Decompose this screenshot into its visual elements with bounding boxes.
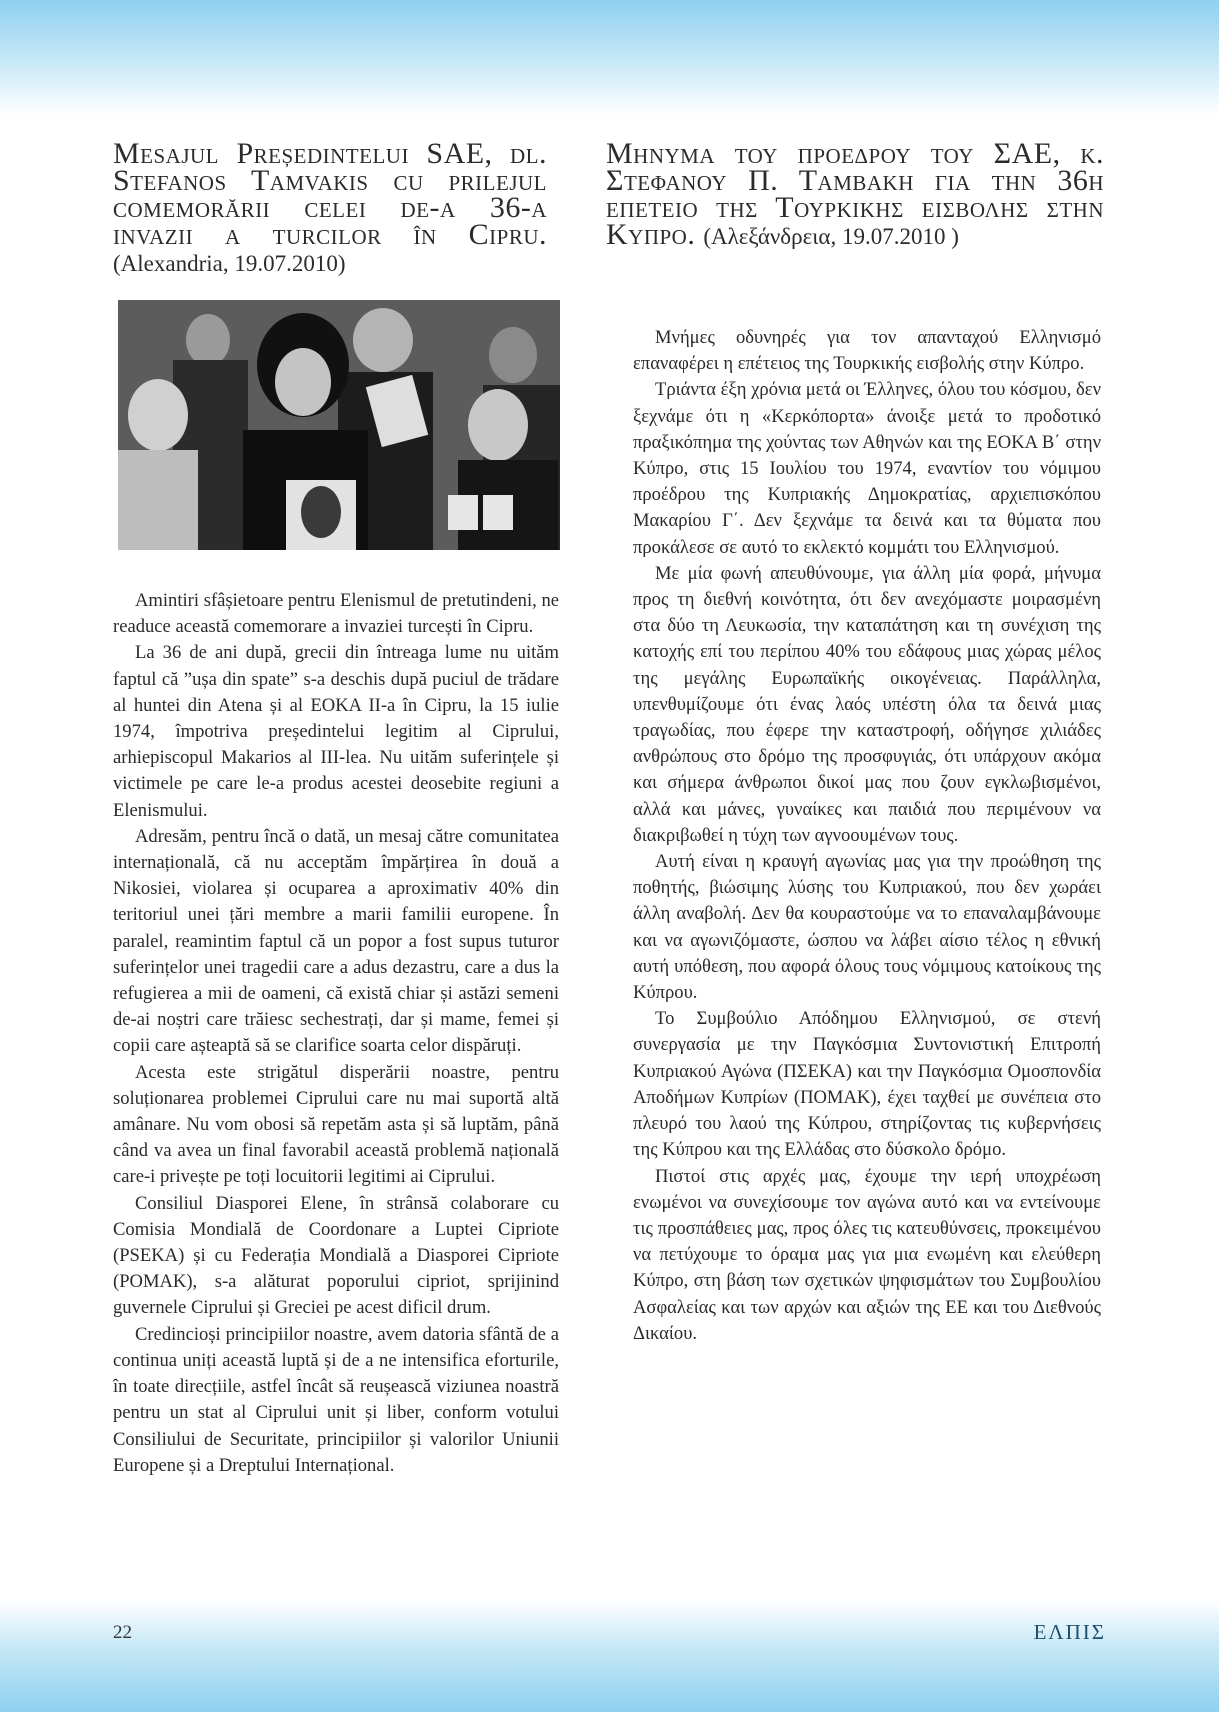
- romanian-title: [113, 137, 547, 277]
- journal-name: ΕΛΠΙΣ: [1033, 1620, 1106, 1644]
- greek-paragraph: Πιστοί στις αρχές μας, έχουμε την ιερή υποχρέωση ενωμένοι να συνεχίσουμε τον αγώνα αυτό και να εντείνουμε τις προσπάθειες μας, προς όλες τις κατευθύνσεις, προκειμένου να πετύχουμε το όραμα μας για μια ενωμένη και ελεύθερη Κύπρο, στη βάση των σχετικών ψηφισμάτων του Συμβουλίου Ασφαλείας και των αρχών και αξιών της ΕΕ και του Διεθνούς Δικαίου.: [633, 1165, 1101, 1344]
- bottom-color-band: [0, 1600, 1219, 1712]
- greek-paragraph: Το Συμβούλιο Απόδημου Ελληνισμού, σε στενή συνεργασία με την Παγκόσμια Συντονιστική Επιτροπή Κυπριακού Αγώνα (ΠΣΕΚΑ) και την Παγκόσμια Ομοσπονδία Αποδήμων Κυπρίων (ΠΟΜΑΚ), έχει ταχθεί με συνέπεια στο πλευρό του λαού της Κύπρου, στηρίζοντας τις κυβερνήσεις της Κύπρου και της Ελλάδας στο δύσκολο δρόμο.: [633, 1008, 1101, 1161]
- romanian-paragraph: Adresăm, pentru încă o dată, un mesaj către comunitatea internațională, că nu acceptăm împărțirea în două a Nikosiei, violarea și ocuparea a aproximativ 40% din teritoriul unei țări membre a marii familii europene. În paralel, reamintim faptul că un popor a fost supus tuturor suferințelor unei tragedii care a adus dezastru, care a dus la refugierea a mii de oameni, că există chiar și astăzi semeni de-ai noștri care trăiesc sechestrați, dar și mame, femei și copii care așteaptă să se clarifice soarta celor dispăruți.: [113, 825, 559, 1057]
- greek-article-body: [633, 325, 1101, 1347]
- romanian-paragraph: Acesta este strigătul disperării noastre, pentru soluționarea problemei Ciprului care nu mai suportă altă amânare. Nu vom obosi să repetăm asta și să luptăm, până când va avea un final favorabil această problemă națională care-i privește pe toți locuitorii legitimi ai Ciprului.: [113, 1061, 559, 1188]
- romanian-title-date: (Alexandria, 19.07.2010): [113, 251, 346, 276]
- romanian-paragraph: Consiliul Diasporei Elene, în strânsă colaborare cu Comisia Mondială de Coordonare a Luptei Cipriote (PSEKA) și cu Federația Mondială a Diasporei Cipriote (POMAK), s-a alăturat poporului cipriot, sprijinind guvernele Ciprului și Greciei pe acest dificil drum.: [113, 1192, 559, 1319]
- greek-title-date: (Αλεξάνδρεια, 19.07.2010 ): [703, 224, 959, 249]
- romanian-paragraph: Credincioși principiilor noastre, avem datoria sfântă de a continua uniți această luptă și de a ne intensifica eforturile, în toate direcțiile, astfel încât să reușească viziunea noastră pentru un stat al Ciprului unit și liber, conform votului Consiliului de Securitate, principiilor și valorilor Uniunii Europene și a Dreptului Internațional.: [113, 1323, 559, 1476]
- romanian-paragraph: Amintiri sfâșietoare pentru Elenismul de pretutindeni, ne readuce această comemorare a invaziei turcești în Cipru.: [113, 590, 559, 638]
- top-color-band: [0, 0, 1219, 115]
- greek-paragraph: Με μία φωνή απευθύνουμε, για άλλη μία φορά, μήνυμα προς τη διεθνή κοινότητα, ότι δεν ανεχόμαστε μοιρασμένη στα δύο τη Λευκωσία, την καταπάτηση και τη συνέχιση της κατοχής επί του περίπου 40% του εδάφους μιας χώρας μέλος της μεγάλης Ευρωπαϊκής οικογένειας. Παράλληλα, υπενθυμίζουμε ότι ένας λαός υπέστη όλα τα δεινά μιας τραγωδίας, που έφερε την καταστροφή, οδήγησε χιλιάδες ανθρώπους στο δρόμο της προσφυγιάς, ότι υπάρχουν ακόμα και σήμερα άνθρωποι δικοί μας που ζουν εγκλωβισμένοι, αλλά και μάνες, γυναίκες και παιδιά που περιμένουν να διακριβωθεί η τύχη των αγνοουμένων τους.: [633, 562, 1101, 846]
- protest-photo-illustration: [118, 300, 560, 550]
- page-number: 22: [113, 1622, 132, 1643]
- romanian-article-body: [113, 588, 559, 1479]
- greek-paragraph: Αυτή είναι η κραυγή αγωνίας μας για την προώθηση της ποθητής, βιώσιμης λύσης του Κυπριακού, που δεν χωράει άλλη αναβολή. Δεν θα κουραστούμε να το επαναλαμβάνουμε και να αγωνιζόμαστε, ώσπου να λάβει αίσιο τέλος η εθνική αυτή υπόθεση, που αφορά όλους τους νόμιμους κατοίκους της Κύπρου.: [633, 851, 1101, 1004]
- greek-paragraph: Μνήμες οδυνηρές για τον απανταχού Ελληνισμό επαναφέρει η επέτειος της Τουρκικής εισβολής στην Κύπρο.: [633, 327, 1101, 375]
- greek-title-text: Μηνυμα του προεδρου του ΣΑΕ, κ. Στεφανου Π. Ταμβακη για την 36η επετειο της Τουρκικης εισβολης στην Κυπρο.: [606, 137, 1104, 251]
- protest-photo: [118, 300, 560, 550]
- greek-title: [606, 137, 1104, 251]
- romanian-paragraph: La 36 de ani după, grecii din întreaga lume nu uităm faptul că ”ușa din spate” s-a deschis după puciul de trădare al huntei din Atena și al EOKA II-a în Cipru, la 15 iulie 1974, împotriva președintelui legitim al Ciprului, arhiepiscopul Makarios al III-lea. Nu uităm suferințele și victimele pe care le-a produs acestei deosebite regiuni a Elenismului.: [113, 642, 559, 821]
- romanian-title-text: Mesajul Președintelui SAE, dl. Stefanos Tamvakis cu prilejul comemorării celei de-a 36-a invazii a turcilor în Cipru.: [113, 137, 547, 251]
- greek-paragraph: Τριάντα έξη χρόνια μετά οι Έλληνες, όλου του κόσμου, δεν ξεχνάμε ότι η «Κερκόπορτα» άνοιξε μετά το προδοτικό πραξικόπημα της χούντας των Αθηνών και της ΕΟΚΑ Β΄ στην Κύπρο, στις 15 Ιουλίου του 1974, εναντίον του νόμιμου προέδρου της Κυπριακής Δημοκρατίας, αρχιεπισκόπου Μακαρίου Γ΄. Δεν ξεχνάμε τα δεινά και τα θύματα που προκάλεσε σε αυτό το εκλεκτό κομμάτι του Ελληνισμού.: [633, 379, 1101, 558]
